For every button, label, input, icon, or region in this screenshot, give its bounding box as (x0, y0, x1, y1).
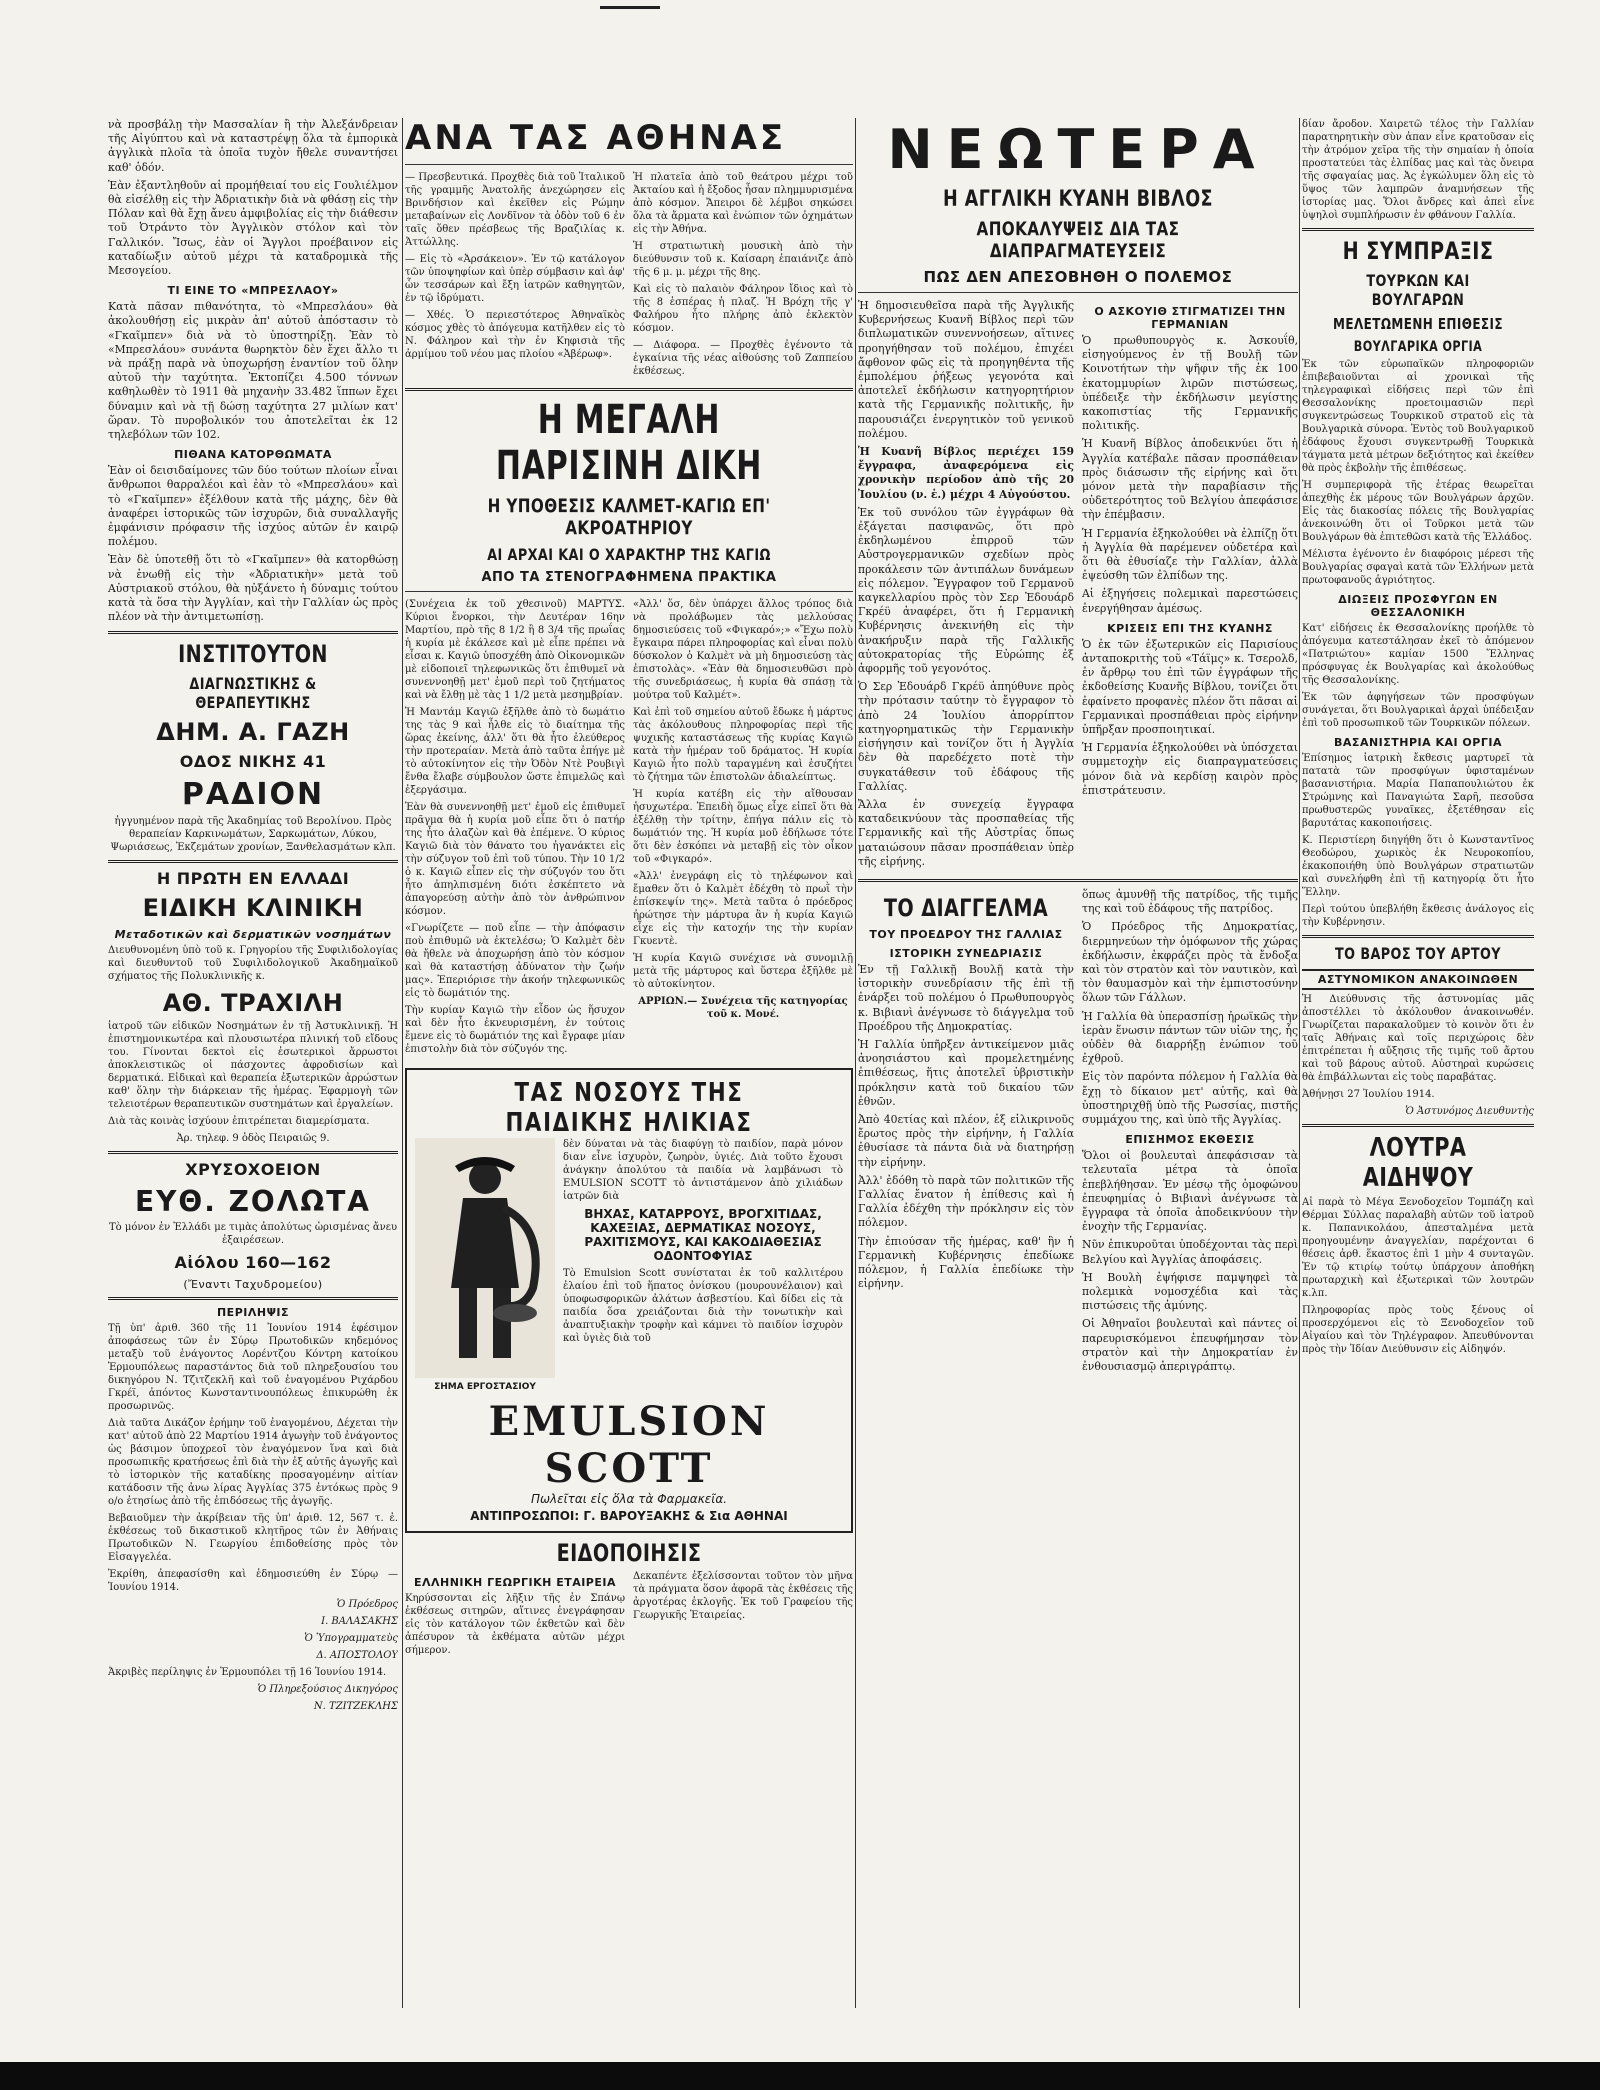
article-text: Ἀλλ' ἐδόθη τὸ παρὰ τῶν πολιτικῶν τῆς Γαλλίας ἔνατον ἡ ἐπίθεσις καὶ ἡ Γαλλία ἐδέχθη τὴν πρόκλησιν εἰς τὸν πόλεμον. (858, 1173, 1074, 1230)
news-item: Ἡ στρατιωτικὴ μουσικὴ ἀπὸ τὴν διεύθυνσιν τοῦ κ. Καίσαρη ἐπαιάνιζε ἀπὸ τῆς 6 μ. μ. μέχρι τῆς 8ης. (633, 241, 853, 278)
headline-deck: ΙΣΤΟΡΙΚΗ ΣΥΝΕΔΡΙΑΣΙΣ (889, 946, 1043, 960)
ad-representatives: ΑΝΤΙΠΡΟΣΩΠΟΙ: Γ. ΒΑΡΟΥΞΑΚΗΣ & Σια ΑΘΗΝΑΙ (470, 1509, 788, 1523)
article-text: Ἡ Γερμανία ἐξηκολούθει νὰ ὑπόσχεται συμμετοχὴν εἰς διαπραγματεύσεις μόνον διὰ νὰ κερδίσῃ καιρὸν πρὸς ἐπιστράτευσιν. (1082, 741, 1298, 797)
article-text: Οἱ Ἀθηναῖοι βουλευταὶ καὶ πάντες οἱ παρευρισκόμενοι ἐπευφήμησαν τὸν στρατὸν καὶ τὴν Δημοκρατίαν ἐν ἐνθουσιασμῷ ἀπεριγράπτῳ. (1082, 1317, 1298, 1374)
article-text: Καὶ ἐπὶ τοῦ σημείου αὐτοῦ ἔδωκε ἡ μάρτυς τὰς ἀκόλουθους πληροφορίας περὶ τῆς ψυχικῆς καταστάσεως τῆς κυρίας Καγιῶ κατὰ τὴν ἡμέραν τοῦ δράματος. Ἡ κυρία Καγιῶ ἦτο πολὺ ταραγμένη καὶ ἐσυζήτει τὸ ζήτημα τῶν ἐπιστολῶν ἀδιαλείπτως. (633, 707, 853, 783)
section-title: ΝΕΩΤΕΡΑ (887, 118, 1269, 181)
ad-subtitle: Μεταδοτικῶν καὶ δερματικῶν νοσημάτων (114, 927, 392, 941)
article-text: (Συνέχεια ἐκ τοῦ χθεσινοῦ) ΜΑΡΤΥΣ. Κύριοι ἔνορκοι, τὴν Δευτέραν 16ην Μαρτίου, πρὸ τῆς 8 1/2 ἢ 8 3/4 τῆς πρωΐας ἡ κυρία μὲ ἐκάλεσε καὶ μὲ εἶπε πρέπει νὰ εἶσαι κ. Καγιῶ ὑποσχέθη ἀπὸ Οἰκονομικῶν μὲ εἰδοποιεῖ τηλεφωνικῶς ὅτι ἐπιθυμεῖ νὰ συνεννοηθῇ μετ' ἐμοῦ περὶ τοῦ ζητήματος καὶ νὰ ἔλθῃ μὲ τὰς 1 1/2 μετὰ μεσημβρίαν. (405, 599, 625, 701)
subheading: ΕΠΙΣΗΜΟΣ ΕΚΘΕΣΙΣ (1125, 1133, 1255, 1147)
headline: Η ΜΕΓΑΛΗ ΠΑΡΙΣΙΝΗ ΔΙΚΗ (495, 397, 763, 489)
ad-text: Τὸ μόνον ἐν Ἑλλάδι με τιμὰς ἀπολύτως ὡρισμένας ἄνευ ἐξαιρέσεων. (108, 1221, 398, 1246)
ad-name: ΑΘ. ΤΡΑΧΙΛΗ (162, 988, 344, 1017)
signature-name: Ν. ΤΖΙΤΖΕΚΛΗΣ (313, 1700, 398, 1712)
fisherman-trademark (415, 1138, 555, 1398)
article-text: «Ἀλλ' ὅσ, δὲν ὑπάρχει ἄλλος τρόπος διὰ νὰ προλάβωμεν τὰς μελλούσας δημοσιεύσεις τοῦ «Φιγκαρό»;» «Ἔχω πολὺ ἔγκαιρα πάρει πληροφορίας καὶ εἶναι πολὺ δύσκολον ὁ Καλμὲτ νὰ μὴ δημοσιεύσῃ τὰς ἐπιστολὰς». «Ἐὰν θὰ δημοσιευθῶσι πρὸ τῆς συνεδριάσεως, ἡ κυρία θὰ σπάσῃ τὰ μούτρα τοῦ Καλμέτ». (633, 599, 853, 701)
headline-deck: ΑΙ ΑΡΧΑΙ ΚΑΙ Ο ΧΑΡΑΚΤΗΡ ΤΗΣ ΚΑΓΙΩ (487, 545, 771, 564)
article-text: Τὴν κυρίαν Καγιῶ τὴν εἶδον ὡς ἥσυχον καὶ δὲν ἦτο ἐκνευρισμένη, ἐν τούτοις ἔμενε εἰς τὸ δωμάτιόν της καὶ ἔγραφε μίαν ἐπιστολὴν διὰ τὸν σύζυγόν της. (405, 1005, 625, 1055)
legal-text: Τῇ ὑπ' ἀριθ. 360 τῆς 11 Ἰουνίου 1914 ἐφέσιμον ἀποφάσεως τῶν ἐν Σύρῳ Πρωτοδικῶν κηδεμόνος μεταξὺ τοῦ ἐνάγοντος Λορέντζου Κόντρη κατοίκου Ἑρμουπόλεως παραστάντος διὰ τοῦ πληρεξουσίου του δικηγόρου Ν. Τζιτζεκλῆ καὶ τοῦ ἐναγομένου Ριχάρδου Γκρέϊ, ἀπόντος Κωνσταντινουπόλεως ἐπικυρώθη ἐκ προσωρινῶς. (108, 1322, 398, 1412)
article-text: Περὶ τούτου ὑπεβλήθη ἔκθεσις ἀνάλογος εἰς τὴν Κυβέρνησιν. (1302, 904, 1534, 928)
news-item: — Εἰς τὸ «Ἀρσάκειον». Ἐν τῷ κατάλογον τῶν ὑποψηφίων καὶ ὑπὲρ σύμβασιν καὶ ἀφ' ὧν τεσσάρων καὶ ἔξη ἰατρῶν καθηγητῶν, ἐν τῷ ἰδρύματι. (405, 254, 625, 304)
article-text: Μέλιστα ἐγένοντο ἐν διαφόροις μέρεσι τῆς Βουλγαρίας σφαγαὶ κατὰ τῶν Ἑλλήνων μετὰ πρωτοφανοῦς ἀγριότητος. (1302, 549, 1534, 586)
ad-address: Ἀρ. τηλεφ. 9 ὁδὸς Πειραιῶς 9. (176, 1132, 330, 1144)
ad-text: Αἱ παρὰ τὸ Μέγα Ξενοδοχεῖον Τομπάζη καὶ Θέρμαι Σύλλας παραλαβὴ αὐτῶν τοῦ ἰατροῦ κ. Παπανικολάου, ἀπεσταλμένα μετὰ προηγουμένην ἀναγγελίαν, παρέχονται 6 θέσεις ἀρθ. ἕκαστος ἐπὶ 1 μὴν 4 συνταγῶν. Ἐν τῷ κτιρίῳ τούτῳ ὑπάρχουν ἀποθήκη πρωταρχικὴ καὶ ἐξωτερικαὶ τῶν λουτρῶν κ.λπ. (1302, 1197, 1534, 1299)
column-3 (858, 118, 1298, 1378)
article-text: Ὁ πρωθυπουργὸς κ. Ἀσκουΐθ, εἰσηγούμενος ἐν τῇ Βουλῇ τῶν Κοινοτήτων τὴν ψῆφιν τῆς ἐκ 100 ἑκατομμυρίων λιρῶν πιστώσεως, ὑπέδειξε τὴν ἐκδήλωσιν μεγίστης κακοπιστίας τῆς Γερμανικῆς πολιτικῆς. (1082, 334, 1298, 433)
subheading: ΠΙΘΑΝΑ ΚΑΤΟΡΘΩΜΑΤΑ (174, 448, 332, 462)
ad-text: Πωλεῖται εἰς ὅλα τὰ Φαρμακεῖα. (530, 1492, 728, 1506)
article-text: Αἱ ἐξηγήσεις πολεμικαὶ παρεστώσεις ἐνεργήθησαν ἀμέσως. (1082, 587, 1298, 615)
article-text: Ἐὰν θὰ συνεννοηθῇ μετ' ἐμοῦ εἰς ἐπιθυμεῖ πρᾶγμα θὰ ἡ κυρία μοῦ εἶπε ὅτι ὁ πατήρ της ἦτο ἀλαζὼν καὶ θὰ ἐπέμενε. Ὁ κύριος Καγιῶ διὰ τὸν θάνατο του ἠγανάκτει εἰς τὴν σύζυγον τοῦ ἐπὶ τοῦ τύπου. Τὴν 10 1/2 ὁ κ. Καγιῶ εἶπεν εἰς τὴν σύζυγόν του ὅτι ἦτο ἀπηλπισμένη διότι ἐσκέπτετο νὰ ἀπαγορεύσῃ αὐτὴν ἀπὸ τὸν ἀνθρώπινον κόσμον. (405, 802, 625, 917)
headline-deck: ΑΣΤΥΝΟΜΙΚΟΝ ΑΝΑΚΟΙΝΩΘΕΝ (1302, 969, 1534, 990)
article-text: Ἡ Κυανῆ Βίβλος περιέχει 159 ἔγγραφα, ἀναφερόμενα εἰς χρονικὴν περίοδον ἀπὸ τῆς 20 Ἰουλίου (ν. ἑ.) μέχρι 4 Αὐγούστου. (858, 445, 1074, 501)
news-columns (405, 171, 853, 382)
subheading: Ο ΑΣΚΟΥΙΘ ΣΤΙΓΜΑΤΙΖΕΙ ΤΗΝ ΓΕΡΜΑΝΙΑΝ (1094, 305, 1286, 331)
article-text: Ἐπίσημος ἰατρικὴ ἔκθεσις μαρτυρεῖ τὰ πατατὰ τῶν προσφύγων ὑφισταμένων βασανιστήρια. Μαρία Παπαπουλιώτου ἐκ Στρώμνης καὶ Παναγιώτα Σαρῆ, πεσοῦσα πρωθυστερῶς γυναῖκες, ἐξετέθησαν εἰς βαρυτάτας κακοποιήσεις. (1302, 753, 1534, 829)
notice-text: Κηρύσσονται εἰς λῆξιν τῆς ἐν Σπάνῳ ἐκθέσεως σιτηρῶν, αἵτινες ἐνεγράφησαν εἰς τὸν κατάλογον τῶν ἐκθετῶν καὶ δὲν ἀπέσυρον τὰ ἐκθέματα αὐτῶν μέχρι σήμερον. (405, 1593, 625, 1656)
ad-title: ΕΙΔΙΚΗ ΚΛΙΝΙΚΗ (142, 893, 364, 922)
article-text: Ὅλοι οἱ βουλευταὶ ἀπεφάσισαν τὰ τελευταῖα μέτρα τὰ ὁποῖα ἐπεβλήθησαν. Ἐν μέσῳ τῆς ὁμοφώνου ἐπευφημίας ὁ Βιβιανὶ ἀνέγνωσε τὰ ἔγγραφα τὰ ὁποῖα ἀποδεικνύουν τὴν ἐνοχὴν τῆς Γερμανίας. (1082, 1149, 1298, 1234)
headline-deck: ΤΟΥΡΚΩΝ ΚΑΙ ΒΟΥΛΓΑΡΩΝ (1366, 271, 1470, 309)
ad-heading: Η ΠΡΩΤΗ ΕΝ ΕΛΛΑΔΙ (156, 868, 350, 888)
divider (1302, 935, 1534, 938)
institute-ad (108, 640, 398, 854)
ad-text: Διὰ τὰς κοινὰς ἰσχύουν ἐπιτρέπεται διαμερίσματα. (108, 1115, 370, 1127)
divider (108, 860, 398, 863)
news-item: Καὶ εἰς τὸ παλαιὸν Φάληρον ἴδιος καὶ τὸ τῆς 8 ἑσπέρας ἡ πλαζ. Ἡ Βρόχη τῆς γ' Φαλήρου ἦτο πλήρης ἀπὸ ἐκλεκτὸν κόσμον. (633, 284, 853, 334)
article-text: Ὁ Σερ Ἐδουάρδ Γκρέϋ ἀπηύθυνε πρὸς τὴν πρότασιν ταύτην τὸ ἔγγραφον τὸ ἀπὸ 24 Ἰουλίου ἀπορρίπτον κατηγορηματικῶς τὴν Γερμανικὴν εἰσήγησιν καὶ τονίζον ὅτι ἡ Ἀγγλία δὲν θὰ παρεδέχετο ποτὲ τὴν συγκατάθεσιν τοῦ ἐδάφους τῆς Γαλλίας. (858, 680, 1074, 793)
trademark-caption: ΣΗΜΑ ΕΡΓΟΣΤΑΣΙΟΥ (434, 1382, 536, 1392)
headline: ΤΟ ΒΑΡΟΣ ΤΟΥ ΑΡΤΟΥ (1335, 944, 1501, 963)
article-text: Ἡ δημοσιευθεῖσα παρὰ τῆς Ἀγγλικῆς Κυβερνήσεως Κυανῆ Βίβλος περὶ τῶν διπλωματικῶν συνεννοήσεων, αἵτινες προηγήθησαν τοῦ πολέμου, ἐπιχέει ἄφθονον φῶς εἰς τὰ προηγηθέντα τῆς ἐμπολέμου ῥήξεως γεγονότα καὶ ἀποτελεῖ ἐκδήλωσιν κατηγορητήριον κατὰ τῆς Γερμανικῆς πολιτικῆς, ἣν παρουσιάζει ἐνεργητικὸν τοῦ γενικοῦ πολέμου. (858, 299, 1074, 440)
ad-subtitle: ΔΙΑΓΝΩΣΤΙΚΗΣ & ΘΕΡΑΠΕΥΤΙΚΗΣ (189, 673, 317, 712)
headline-deck: ΒΟΥΛΓΑΡΙΚΑ ΟΡΓΙΑ (1353, 339, 1483, 355)
news-item: — Διάφορα. — Προχθὲς ἐγένοντο τὰ ἐγκαίνια τῆς νέας αἰθούσης τοῦ Ζαππείου ἐκθέσεως. (633, 340, 853, 377)
news-item: — Χθές. Ὁ περιεστότερος Ἀθηναϊκὸς κόσμος χθὲς τὸ ἀπόγευμα κατῆλθεν εἰς τὸ Ν. Φάληρον καὶ τὴν ἐν Κηφισιὰ τῆς ἀρμίμου τοῦ νέου μας πλοίου «Ἀβέρωφ». (405, 310, 625, 360)
article-text: «Ἀλλ' ἐνεγράφη εἰς τὸ τηλέφωνον καὶ ἔμαθεν ὅτι ὁ Καλμὲτ ἐδέχθη τὸ πρωῒ τὴν ἐπίσκεψίν της». Μετὰ ταῦτα ὁ πρόεδρος ἠρώτησε τὴν μάρτυρα ἂν ἡ κυρία Καγιῶ εἶχε εἰς τὴν κατοχήν της τὴν κυρίαν Γκυεντὲ. (633, 871, 853, 947)
article-text: «Γνωρίζετε — ποῦ εἶπε — τὴν ἀπόφασιν ποὺ ἐπιθυμῶ νὰ ἐκτελέσω; Ὁ Καλμὲτ δὲν θὰ ἤθελε νὰ ἀποχωρήσῃ ἀπὸ τὸν κόσμον καὶ θὰ καταστήσῃ ἀδύνατον τὴν ζωήν μας». Ἐπεριόρισε τὴν ἀκοήν τηλεφωνικῶς εἰς τὸ δωμάτιόν της. (405, 923, 625, 999)
article-text: Ἐὰν οἱ δεισιδαίμονες τῶν δύο τούτων πλοίων εἶναι ἄνθρωποι θαρραλέοι καὶ ἐὰν τὸ «Μπρεσλάου» καὶ τὸ «Γκαῖμπεν» ἐξέλθουν κατὰ τῆς μάχης, δὲν θὰ ἀναφέρει ἱστορικῶς τῶν ἰσχυρῶν, διὰ συναλλαγῆς ἐμφάνισιν πρόφασιν τῆς ἰσχύος αὐτῶν ἐν καιρῷ πολέμου. (108, 464, 398, 549)
article-text: Ἄλλα ἐν συνεχείᾳ ἔγγραφα καταδεικνύουν τὰς προσπαθείας τῆς Γερμανικῆς καὶ τῆς Αὐστρίας ὅπως ματαιώσουν πᾶσαν προσπάθειαν ὑπὲρ τῆς εἰρήνης. (858, 797, 1074, 868)
headline-deck: ΜΕΛΕΤΩΜΕΝΗ ΕΠΙΘΕΣΙΣ (1333, 315, 1503, 333)
ad-text: Διευθυνομένη ὑπὸ τοῦ κ. Γρηγορίου τῆς Συφιλιδολογίας καὶ διευθυντοῦ τοῦ Συφιλιδολογικοῦ Ἀκαδημαϊκοῦ σχήματος τῆς Πολυκλινικῆς κ. (108, 944, 398, 982)
legal-text: Ἐκρίθη, ἀπεφασίσθη καὶ ἐδημοσιεύθη ἐν Σύρῳ — Ἰουνίου 1914. (108, 1568, 398, 1593)
article-text: Ὁ Πρόεδρος τῆς Δημοκρατίας, διερμηνεύων τὴν ὁμόφωνον τῆς χώρας ἐκδήλωσιν, ἐκφράζει πρὸς τὰ ἔνδοξα καὶ τὸν στρατὸν καὶ τὸν ναυτικὸν, καὶ τὸν θαυμασμὸν καὶ τὴν ἐμπιστοσύνην ὅλων τῶν Γάλλων. (1082, 920, 1298, 1005)
article-text: Ἡ Διεύθυνσις τῆς ἀστυνομίας μᾶς ἀποστέλλει τὸ ἀκόλουθον ἀνακοινωθέν. Γνωρίζεται παρακαλοῦμεν τὸ κοινὸν ὅτι ἐν ταῖς Ἀθήναις καὶ τοῖς περιχώροις δὲν ἐπιτρέπεται ἡ αὔξησις τῆς τιμῆς τοῦ ἄρτου καὶ τοῦ βάρους αὐτοῦ. Αὐστηραὶ κυρώσεις θὰ ἐπιβάλλωνται εἰς τοὺς παραβάτας. (1302, 994, 1534, 1083)
divider (108, 1151, 398, 1154)
fisherman-illustration (415, 1138, 555, 1378)
divider (108, 1297, 398, 1300)
article-text: Ἐὰν ἐξαντληθοῦν αἱ προμήθειαί του εἰς Γουλιέλμον θὰ εἰσέλθῃ εἰς τὴν Ἀδριατικὴν διὰ νὰ φθάσῃ εἰς τὴν Πόλαν καὶ θὰ ἔχῃ ἄνευ ἀμφιβολίας εἰς τὴν διάθεσιν τοῦ Ὀτράντο τὸν Ἀγγλικὸν στόλον καὶ τὸν Γαλλικόν. Ἴσως, ἐὰν οἱ Ἄγγλοι προέβαινον εἰς καταδίωξιν αὐτοῦ μέχρι τὰ καταδρομικὰ τῆς Μεσογείου. (108, 178, 398, 278)
ad-title: ΙΝΣΤΙΤΟΥΤΟΝ (178, 639, 328, 668)
column-1 (108, 118, 398, 1717)
column-divider (402, 118, 403, 2008)
article-text: Κατ' εἰδήσεις ἐκ Θεσσαλονίκης προήλθε τὸ ἀπόγευμα κατεστάλησαν ἐκεῖ τὸ ἀπόμενον «Πατριώτου» καμίαν 1500 Ἕλληνας πρόσφυγας ἐκ Βουλγαρίας καὶ ἀκολούθως τῆς Θεσσαλονίκης. (1302, 623, 1534, 686)
notice-columns (405, 1570, 853, 1661)
signature-label: Ὁ Ὑπογραμματεὺς (304, 1632, 398, 1644)
article-text: Ἡ κυρία Καγιῶ συνέχισε νὰ συνομιλῇ μετὰ τῆς μάρτυρος καὶ ὕστερα ἐξῆλθε μὲ τὸ αὐτοκίνητον. (633, 953, 853, 990)
column-divider (1299, 118, 1300, 2008)
divider (858, 879, 1298, 882)
headline-deck: ΠΩΣ ΔΕΝ ΑΠΕΣΟΒΗΘΗ Ο ΠΟΛΕΜΟΣ (923, 268, 1233, 286)
article-text: Κ. Περιστίερη διηγήθη ὅτι ὁ Κωνσταντῖνος Θεοδώρου, χωρικὸς ἐκ Νευροκοπίου, ἐκακοποιήθη ὑπὸ Βουλγάρων στρατιωτῶν καὶ συνελήφθη ἐπὶ τῇ κατηγορίᾳ ὅτι ἦτο Ἕλλην. (1302, 835, 1534, 898)
trial-columns (405, 598, 853, 1060)
signature-label: Ὁ Πρόεδρος (336, 1598, 398, 1610)
divider (405, 388, 853, 391)
subheading: ΤΙ ΕΙΝΕ ΤΟ «ΜΠΡΕΣΛΑΟΥ» (167, 284, 339, 298)
notice-text: Δεκαπέντε ἐξελίσσονται τοῦτον τὸν μῆνα τὰ πράγματα ὅσον ἀφορᾶ τὰς ἐκθέσεις τῆς ἀργοτέρας ἐκλογῆς. Ἐκ τοῦ Γραφείου τῆς Γεωργικῆς Ἑταιρείας. (633, 1571, 853, 1621)
notice-subtitle: ΕΛΛΗΝΙΚΗ ΓΕΩΡΓΙΚΗ ΕΤΑΙΡΕΙΑ (413, 1576, 616, 1589)
article-text: Ἐὰν δὲ ὑποτεθῇ ὅτι τὸ «Γκαῖμπεν» θὰ κατορθώσῃ νὰ ἑνωθῇ εἰς τὴν «Ἀδριατικὴν» μετὰ τοῦ Αὐστριακοῦ στόλου, θὰ ηὐξάνετο ἡ δύναμις τούτου κατὰ τὰ ὅσα τὴν Ἀγγλίαν, καὶ τὴν Γαλλίαν ὡς πρὸς πλέον νὰ τὴν ἀντιμετωπίσῃ. (108, 553, 398, 624)
article-text: Ἐν τῇ Γαλλικῇ Βουλῇ κατὰ τὴν ἱστορικὴν συνεδρίασιν τῆς ἐπὶ τῇ ἐνάρξει τοῦ πολέμου ὁ Πρωθυπουργὸς κ. Βιβιανὶ ἀνέγνωσε τὸ διάγγελμα τοῦ Προέδρου τῆς Δημοκρατίας. (858, 962, 1074, 1033)
article-text: Ἡ Κυανῆ Βίβλος ἀποδεικνύει ὅτι ἡ Ἀγγλία κατέβαλε πᾶσαν προσπάθειαν πρὸς διάσωσιν τῆς εἰρήνης καὶ ὅτι μόνον μετὰ τὴν παραβίασιν τῆς οὐδετερότητος τοῦ Βελγίου ἀπεφάσισε τὴν ἐπέμβασιν. (1082, 437, 1298, 522)
ad-radion: ΡΑΔΙΟΝ (181, 776, 325, 812)
headline-deck: Η ΥΠΟΘΕΣΙΣ ΚΑΛΜΕΤ-ΚΑΓΙΩ ΕΠ' ΑΚΡΟΑΤΗΡΙΟΥ (487, 495, 771, 539)
subheading: ΠΕΡΙΛΗΨΙΣ (216, 1305, 290, 1319)
ad-address: Αἰόλου 160—162 (174, 1252, 332, 1272)
article-text: ὅπως ἀμυνθῇ τῆς πατρίδος, τῆς τιμῆς της καὶ τοῦ ἐδάφους τῆς πατρίδος. (1082, 887, 1298, 916)
headline: Η ΣΥΜΠΡΑΞΙΣ (1342, 237, 1494, 265)
legal-text: Ἀκριβὲς περίληψις ἐν Ἑρμουπόλει τῇ 16 Ἰουνίου 1914. (108, 1666, 387, 1678)
ad-text: Πληροφορίας πρὸς τοὺς ξένους οἱ προσερχόμενοι εἰς τὸ Ξενοδοχεῖον τοῦ Αἰγαίου καὶ τὸν Τηλέγραφον. Ἀπευθύνονται πρὸς τὴν Ἰδίαν Διεύθυνσιν εἰς Αἰδηψόν. (1302, 1305, 1534, 1355)
article-text: Ἡ κυρία κατέβη εἰς τὴν αἴθουσαν ἡσυχωτέρα. Ἐπειδὴ ὅμως εἶχε εἰπεῖ ὅτι θὰ ἐξέλθῃ τὴν τρίτην, ἐπήγα πάλιν εἰς τὸ δωμάτιόν της. Ἡ κυρία μοῦ ἐδήλωσε τότε ὅτι δὲν ἐσκόπει νὰ μεταβῇ εἰς τὸν οἶκον τοῦ «Φιγκαρό». (633, 789, 853, 865)
signature-name: Δ. ΑΠΟΣΤΟΛΟΥ (316, 1649, 398, 1661)
ad-name: ΔΗΜ. Α. ΓΑΖΗ (156, 717, 350, 746)
signature-name: Ι. ΒΑΛΑΣΑΚΗΣ (321, 1615, 398, 1627)
divider (405, 591, 853, 592)
divider (1302, 228, 1534, 231)
article-text: Τὴν ἐπιούσαν τῆς ἡμέρας, καθ' ἣν ἡ Γερμανικὴ Κυβέρνησις ἐπεδίωκε πόλεμον, ἡ Γαλλία ἐπεδίωκε τὴν εἰρήνην. (858, 1234, 1074, 1291)
column-4 (1302, 118, 1534, 1360)
ad-address: ΟΔΟΣ ΝΙΚΗΣ 41 (179, 751, 327, 771)
divider (405, 164, 853, 165)
column-divider (855, 118, 856, 2008)
article-columns (858, 299, 1298, 873)
subheading: ΒΑΣΑΝΙΣΤΗΡΙΑ ΚΑΙ ΟΡΓΙΑ (1334, 736, 1502, 749)
notice-title: ΕΙΔΟΠΟΙΗΣΙΣ (556, 1539, 702, 1567)
ad-title: ΕΥΘ. ΖΟΛΩΤΑ (135, 1184, 371, 1218)
headline-deck: ΑΠΟΚΑΛΥΨΕΙΣ ΔΙΑ ΤΑΣ ΔΙΑΠΡΑΓΜΑΤΕΥΣΕΙΣ (976, 218, 1180, 262)
article-text: Εἰς τὸν παρόντα πόλεμον ἡ Γαλλία θὰ ἔχῃ τὸ δίκαιον μετ' αὐτῆς, καὶ θὰ ὑποστηριχθῇ ὑπὸ τῆς Ρωσσίας, πιστῆς συμμάχου της, καὶ ὑπὸ τῆς Ἀγγλίας. (1082, 1070, 1298, 1126)
section-title: ΑΝΑ ΤΑΣ ΑΘΗΝΑΣ (405, 118, 787, 158)
divider (1302, 1124, 1534, 1127)
ad-text: ἰατροῦ τῶν εἰδικῶν Νοσημάτων ἐν τῇ Ἀστυκλινικῇ. Ἡ ἐπιστημονικωτέρα καὶ πλουσιωτέρα πλινική τοῦ εἴδους του. Γίνονται δεκτοὶ εἰς ἐσωτερικοὶ ἄρρωστοι ἀποκλειστικῶς οἱ πάσχοντες ἀφροδισίων καὶ δερματικά. Εἰδικαὶ καὶ θεραπεία ἐξωτερικῶν ἀρρώστων καθ' ὅλην τὴν διάρκειαν τῆς ἡμέρας. Ἐφαρμογὴ τῶν τελειοτέρων θεραπευτικῶν συστημάτων καὶ ἐργαλείων. (108, 1020, 398, 1110)
news-item: — Πρεσβευτικά. Προχθὲς διὰ τοῦ Ἰταλικοῦ τῆς γραμμῆς Ἀνατολῆς ἀνεχώρησεν εἰς Βρινδήσιον καὶ ἐκεῖθεν εἰς Ρώμην μεταβαίνων εἰς Λονδῖνον τὰ ὁδὸν τοῦ 6 ἐν ταῖς ὅθεν πρέσβεως τῆς Βραζιλίας κ. Ἀττώλλης. (405, 172, 625, 248)
article-text: Ἡ συμπεριφορὰ τῆς ἑτέρας θεωρεῖται ἀπεχθὴς ἐκ μέρους τῶν Βουλγάρων ἀρχῶν. Εἰς τὰς διακοσίας πόλεις τῆς Βουλγαρίας ἀνεκοινώθη ὅτι οἱ Τοῦρκοι μετὰ τῶν Βουλγάρων θὰ ἐπιτεθῶσι κατὰ τῆς Ἑλλάδος. (1302, 480, 1534, 543)
legal-text: Διὰ ταῦτα Δικάζον ἐρήμην τοῦ ἐναγομένου, Δέχεται τὴν κατ' αὐτοῦ ἀπὸ 22 Μαρτίου 1914 ἀγωγὴν τοῦ ἐνάγοντος ὡς βάσιμον ὑποχρεοῖ τὸν ἐναγόμενον ἵνα καὶ διὰ προσωπικῆς κρατήσεως ἐπὶ διὰ τὴν ἐξ αὐτῆς ἀγωγῆς καὶ τὸ ἱστορικὸν τῆς καταδίκης προσαγομένην αἰτίαν κατάδοσιν τῆς ἀνω λίρας Ἀγγλίας 375 ἐντόκως πρὸς 9 ο/ο ἐτησίως ἀπὸ τῆς ἐπιδόσεως τῆς ἀγωγῆς. (108, 1417, 398, 1507)
article-text: Ἐκ τῶν ἀφηγήσεων τῶν προσφύγων συνάγεται, ὅτι Βουλγαρικαὶ ἀρχαὶ ὑπέδειξαν ἐπὶ τοῦ προσωπικοῦ τῶν Τουρκικῶν πόλεων. (1302, 692, 1534, 729)
ad-text: Τὸ Emulsion Scott συνίσταται ἐκ τοῦ καλλιτέρου ἐλαίου ἐπὶ τοῦ ἥπατος ὀνίσκου (μουρουνέλαιον) καὶ ὑποφωσφορικῶν ἀλάτων ἀσβεστίου. Καὶ δίδει εἰς τὰ παιδία ὅσα χρειάζονται διὰ τὴν τονωτικὴν καὶ ἀναπτυξιακὴν τροφὴν καὶ κάμνει τὸ παιδίον ἰσχυρὸν καὶ ὑγιὲς διὰ τοῦ (563, 1268, 843, 1344)
headline-deck: ΑΠΟ ΤΑ ΣΤΕΝΟΓΡΑΦΗΜΕΝΑ ΠΡΑΚΤΙΚΑ (481, 570, 777, 585)
article-footer: ΑΡΡΙΩΝ.— Συνέχεια τῆς κατηγορίας τοῦ κ. Μονέ. (638, 996, 848, 1020)
article-text: Ἀπὸ 40ετίας καὶ πλέον, ἐξ εἰλικρινοῦς ἔρωτος πρὸς τὴν εἰρήνην, ἡ Γαλλία ἐθυσίασε τὰ πάντα διὰ νὰ διατηρήσῃ τὴν εἰρήνην. (858, 1112, 1074, 1169)
headline: Η ΑΓΓΛΙΚΗ ΚΥΑΝΗ ΒΙΒΛΟΣ (943, 187, 1213, 212)
signature-label: Ὁ Πληρεξούσιος Δικηγόρος (257, 1683, 398, 1695)
article-text: Ἡ Γερμανία ἐξηκολούθει νὰ ἐλπίζῃ ὅτι ἡ Ἀγγλία θὰ παρέμενεν οὐδετέρα καὶ ὅτι θὰ ἐθυσίαζε τὴν Γαλλίαν, ἀλλὰ ἐψεύσθη τῶν ἐλπίδων της. (1082, 526, 1298, 583)
column-2 (405, 118, 853, 1661)
article-text: Νῦν ἐπικυροῦται ὑποδέχονται τὰς περὶ Βελγίου καὶ Ἀγγλίας ἀποφάσεις. (1082, 1238, 1298, 1266)
announcement-columns (858, 888, 1298, 1378)
article-text: Ἡ Γαλλία θὰ ὑπερασπίσῃ ἠρωϊκῶς τὴν ἱερὰν ἕνωσιν πάντων τῶν υἱῶν της, ἧς οὐδὲν θὰ διαρρήξῃ ἐνώπιον τοῦ ἐχθροῦ. (1082, 1009, 1298, 1066)
article-text: Ἐκ τῶν εὐρωπαϊκῶν πληροφοριῶν ἐπιβεβαιοῦνται αἱ χρονικαὶ τῆς τηλεγραφικαὶ εἰδήσεις περὶ τῶν ἐπὶ Θεσσαλονίκης προετοιμασιῶν περὶ συγκεντρώσεως Τουρκικοῦ στρατοῦ εἰς τὰ Βουλγαρικὰ σύνορα. Ἐντὸς τοῦ Βουλγαρικοῦ ἐδάφους ἔχουσι συγκεντρωθῇ Τουρκικὰ τάγματα μετὰ μέτρων δεξιότητος καὶ ἐκείθεν θὰ πρὸς ἐκβολὴν τῆς ἐπιθέσεως. (1302, 359, 1534, 474)
scan-bottom-edge (0, 2062, 1600, 2090)
article-text: Κατὰ πᾶσαν πιθανότητα, τὸ «Μπρεσλάου» θὰ ἀκολουθήσῃ εἰς μικρὰν ἀπ' αὐτοῦ ἀπόστασιν τὸ «Γκαῖμπεν» διὰ νὰ τὸ ὑποστηρίξῃ. Ἐὰν τὸ «Μπρεσλάου» συνάντα θωρηκτὸν δὲν ἔχει ἄλλο τι νὰ πράξῃ παρὰ νὰ ὑποχωρήσῃ ἐναντίον τοῦ ὅλην αὐτοῦ τὴν ταχύτητα. Ἐκτοπίζει 4.500 τόννων καθηλωθὲν τὸ 1911 θὰ μηχανὴν 33.482 ἵππων ἔχει δύναμιν καὶ νὰ τῇ δώσῃ ταχύτητα 27 μιλίων κατ' ὥραν. Τὸ πυροβολικόν του ἀποτελεῖται ἐκ 12 τηλεβόλων τῶν 102. (108, 300, 398, 442)
article-text: Ἡ Βουλὴ ἐψήφισε παμψηφεὶ τὰ πολεμικὰ νομοσχέδια καὶ τὰς πιστώσεις τῆς ἀμύνης. (1082, 1270, 1298, 1313)
article-text: νὰ προσβάλῃ τὴν Μασσαλίαν ἢ τὴν Ἀλεξάνδρειαν τῆς Αἰγύπτου καὶ νὰ καταστρέψῃ ὅλα τὰ ἐμπορικὰ ἀγγλικὰ πλοῖα τὰ ὁποῖα τυχὸν ἤθελε συναντήσει καθ' ὁδόν. (108, 118, 398, 174)
divider (108, 631, 398, 634)
subheading: ΚΡΙΣΕΙΣ ΕΠΙ ΤΗΣ ΚΥΑΝΗΣ (1107, 621, 1273, 635)
news-item: Ἡ πλατεῖα ἀπὸ τοῦ θεάτρου μέχρι τοῦ Ἀκταίου καὶ ἡ ἔξοδος ἦσαν πλημμυρισμένα ἀπὸ κόσμον. Ἄπειροι δὲ λέμβοι σηκώσει ὅλα τὰ ἄρματα καὶ ἐνώπιον τῶν ὀχημάτων εἰς τὴν Ἀθήνα. (633, 172, 853, 235)
ad-text: δὲν δύναται νὰ τὰς διαφύγῃ τὸ παιδίον, παρὰ μόνον διαν εἶνε ἰσχυρὸν, ζωηρὸν, ὑγιές. Διὰ τοῦτο ἔχουσι ἀνάγκην ἀπολύτου τὰ παιδία νὰ λαμβάνωσι τὸ EMULSION SCOTT τὸ ἀντιστάμενον ἀπὸ χιλιάδων ἰατρῶν διὰ (563, 1139, 843, 1202)
divider (858, 292, 1298, 293)
headline: ΤΟ ΔΙΑΓΓΕΛΜΑ (883, 893, 1049, 922)
signature-label: Ὁ Ἀστυνόμος Διευθυντὴς (1405, 1106, 1534, 1117)
headline-deck: ΤΟΥ ΠΡΟΕΔΡΟΥ ΤΗΣ ΓΑΛΛΙΑΣ (869, 927, 1063, 941)
article-text: Ἡ Μαντάμ Καγιῶ ἐξῆλθε ἀπὸ τὸ δωμάτιο της τὰς 9 καὶ ἦλθε εἰς τὸ διαίτημα τῆς ὥρας ἐκείνης, ἀλλ' ὅτι θὰ ἦτο ἐλεύθερος τὴν προτεραίαν. Μετὰ ἀπὸ ταῦτα ἐπήγε μὲ τὸ αὐτοκίνητον εἰς τὴν Ὀδὸν Ντὲ Ρουβιγὶ ἔνθα ἔλαβε σύμβουλον ὥστε ἐπιμελῶς καὶ ἐξεργάσιμα. (405, 707, 625, 796)
ad-address-note: (Ἔναντι Ταχυδρομείου) (183, 1277, 323, 1291)
ad-title: ΤΑΣ ΝΟΣΟΥΣ ΤΗΣ ΠΑΙΔΙΚΗΣ ΗΛΙΚΙΑΣ (505, 1078, 753, 1138)
clinic-ad (108, 869, 398, 1145)
article-text: δίαν ἄροδον. Χαιρετῶ τέλος τὴν Γαλλίαν παρατηρητικὴν σὺν ἀπαν εἶνε κρατοῦσαν εἰς τὴν ἀτρόμον χεῖρα τῆς τὴν σημαίαν ἡ ὁποία προστατεύει τὰς ἐλπίδας μας καὶ τὰς ὄνειρα τῆς σφαγαίας μας. Ἀς ἐγκώλυμεν ὅλη εἰς τὸ ὕψος τῶν λαμπρῶν ἀναμνήσεων τῆς ἱστορίας μας. Ὅλοι ἄνδρες καὶ ἀπεὶ εἶνε ὑψηλοὶ συμπλήρωσιν ἑν φθάνουν Γαλλία. (1302, 119, 1534, 221)
ad-heading: ΧΡΥΣΟΧΟΕΙΟΝ (185, 1159, 321, 1179)
ad-title: ΛΟΥΤΡΑ ΑΙΔΗΨΟΥ (1362, 1133, 1474, 1193)
legal-text: Βεβαιοῦμεν τὴν ἀκρίβειαν τῆς ὑπ' ἀριθ. 12, 567 τ. ἐ. ἐκθέσεως τοῦ δικαστικοῦ κλητῆρος τῶν ἐν Ἀθήναις Πρωτοδικῶν Ν. Γεωργίου ἐπιδοθείσης πρὸς τὸν Εἰσαγγελέα. (108, 1512, 398, 1563)
top-ornament (600, 6, 660, 9)
article-text: Ὁ ἐκ τῶν ἐξωτερικῶν εἰς Παρισίους ἀνταποκριτὴς τοῦ «Τάϊμς» κ. Τσερολδ, ἐν ἄρθρῳ του ἐπὶ τῶν ἐγγράφων τῆς ἐκδοθείσης Κυανῆς Βίβλου, τονίζει ὅτι ἐφαίνετο προφανὲς πλέον ὅτι πᾶσαι αἱ Γερμανικαὶ προσπάθειαι πρὸς εἰρήνην ὑπῆρξαν προσποιητικαί. (1082, 637, 1298, 737)
article-text: Ἐκ τοῦ συνόλου τῶν ἐγγράφων θὰ ἐξάγεται πασιφανῶς, ὅτι πρὸ ἐκδηλωμένου ἐπιρροῦ τῶν Αὐστρογερμανικῶν σχεδίων πρὸς προκάλεσιν τῶν ἀντιπάλων δυνάμεων εἰς πόλεμον. Ἔγγραφον τοῦ Γερμανοῦ καγκελλαρίου πρὸς τὸν Σερ Ἐδουάρδ Γκρέϋ ἀναφέρει, ὅτι ἡ Γερμανικὴ Κυβέρνησις ἀνεκινήθη εἰς τὴν ἀνακήρυξιν παρὰ τῆς Γαλλικῆς αὐτοκρατορίας τῆς Εὐρώπης ἐξ ἀφορμῆς τοῦ γεγονότος. (858, 505, 1074, 676)
article-text: Ἡ Γαλλία ὑπῆρξεν ἀντικείμενον μιᾶς ἀνοησιάστου καὶ προμελετημένης ἐπιθέσεως, ἥτις ἀποτελεῖ ὑβριστικὴν πρόκλησιν κατὰ τοῦ δικαίου τῶν ἐθνῶν. (858, 1037, 1074, 1108)
subheading: ΔΙΩΞΕΙΣ ΠΡΟΣΦΥΓΩΝ ΕΝ ΘΕΣΣΑΛΟΝΙΚΗ (1338, 593, 1498, 619)
ad-conditions: ΒΗΧΑΣ, ΚΑΤΑΡΡΟΥΣ, ΒΡΟΓΧΙΤΙΔΑΣ, ΚΑΧΕΞΙΑΣ, ΔΕΡΜΑΤΙΚΑΣ ΝΟΣΟΥΣ, ΡΑΧΙΤΙΣΜΟΥΣ, ΚΑΙ ΚΑΚΟΔΙΑΘΕΣΙΑΣ ΟΔΟΝΤΟΦΥΙΑΣ (584, 1207, 822, 1263)
emulsion-scott-ad (405, 1068, 853, 1533)
ad-text: ἠγγυημένον παρὰ τῆς Ἀκαδημίας τοῦ Βερολίνου. Πρὸς θεραπείαν Καρκινωμάτων, Σαρκωμάτων, Λύκου, Ψωριάσεως, Ἐκζεμάτων χρονίων, Ξανθελασμάτων κλπ. (110, 815, 396, 853)
article-text: Ἀθήνῃσι 27 Ἰουλίου 1914. (1302, 1089, 1435, 1100)
brand-name: EMULSION SCOTT (488, 1398, 770, 1492)
ad-body (415, 1138, 843, 1398)
jeweller-ad (108, 1160, 398, 1291)
